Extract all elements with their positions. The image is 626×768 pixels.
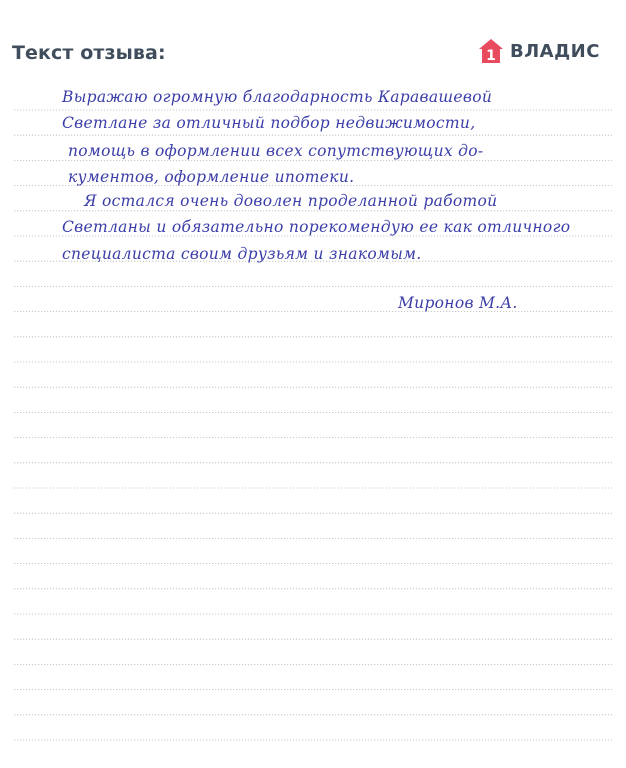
page-title: Текст отзыва: bbox=[12, 42, 166, 64]
review-line: специалиста своим друзьям и знакомым. bbox=[62, 245, 422, 263]
svg-text:1: 1 bbox=[486, 48, 496, 64]
review-line: Я остался очень доволен проделанной работой bbox=[84, 192, 498, 210]
review-line: кументов, оформление ипотеки. bbox=[68, 168, 355, 186]
logo-text: ВЛАДИС bbox=[510, 40, 600, 62]
signature: Миронов М.А. bbox=[398, 294, 518, 312]
review-line: Светланы и обязательно порекомендую ее как отличного bbox=[62, 218, 571, 236]
review-line: Выражаю огромную благодарность Каравашевой bbox=[62, 88, 493, 106]
review-line: Светлане за отличный подбор недвижимости, bbox=[62, 114, 476, 132]
review-line: помощь в оформлении всех сопутствующих до- bbox=[68, 142, 484, 160]
